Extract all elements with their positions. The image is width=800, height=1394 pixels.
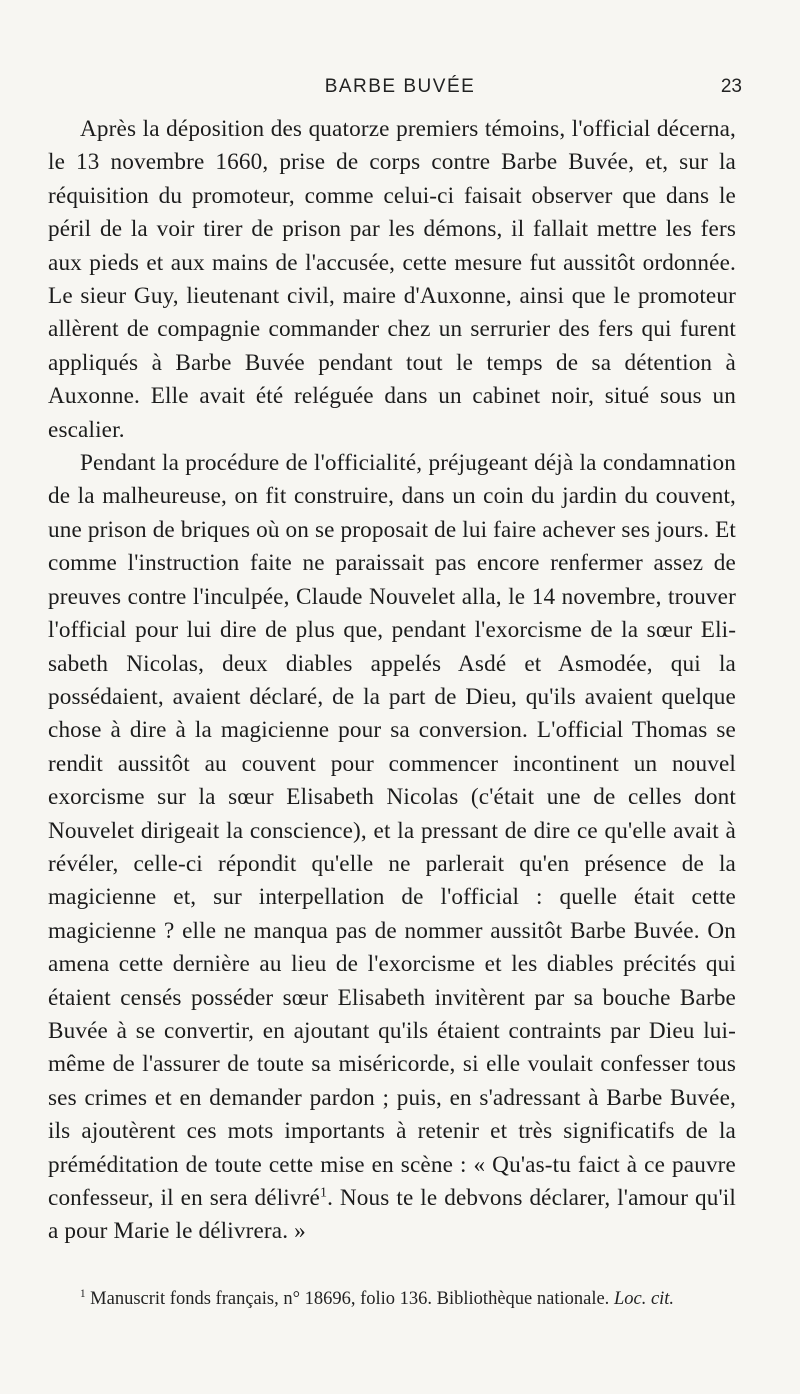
- footnote: [48, 1287, 736, 1312]
- page-header: [0, 76, 800, 106]
- footnote-source: Manuscrit fonds français, n° 18696, folio 136. Bibliothèque nationale.: [90, 1289, 614, 1309]
- footnote-text: [48, 1287, 736, 1312]
- running-title: BARBE BUVÉE: [324, 76, 476, 97]
- paragraph-2: [48, 447, 736, 1249]
- paragraph-2-text: Pendant la procédure de l'officialité, préjugeant déjà la condamnation de la malheureuse, on fit construire, dans un coin du jardin du couvent, une prison de briques où on se proposait de lui faire achever ses jours. Et comme l'instruction faite ne paraissait pas encore renfermer assez de preuves contre l'inculpée, Claude Nouvelet alla, le 14 novembre, trouver l'official pour lui dire de plus que, pendant l'exorcisme de la sœur Elisabeth Nicolas, deux diables appelés Asdé et Asmodée, qui la possédaient, avaient déclaré, de la part de Dieu, qu'ils avaient quelque chose à dire à la magicienne pour sa conversion. L'official Thomas se rendit aussitôt au couvent pour commencer incontinent un nouvel exorcisme sur la sœur Elisabeth Nicolas (c'était une de celles dont Nouvelet dirigeait la conscience), et la pressant de dire ce qu'elle avait à révéler, celle-ci répondit qu'elle ne parlerait qu'en présence de la magicienne et, sur interpellation de l'official : quelle était cette magicienne ? elle ne manqua pas de nommer aussitôt Barbe Buvée. On amena cette dernière au lieu de l'exorcisme et les diables précités qui étaient censés posséder sœur Elisabeth invitèrent par sa bouche Barbe Buvée à se convertir, en ajoutant qu'ils étaient contraints par Dieu lui-même de l'assurer de toute sa miséricorde, si elle voulait confesser tous ses crimes et en demander pardon ; puis, en s'adressant à Barbe Buvée, ils ajoutèrent ces mots importants à retenir et très significatifs de la préméditation de toute cette mise en scène : « Qu'as-tu faict à ce pauvre confesseur, il en sera délivré: [48, 450, 737, 1211]
- footnote-reference: 1: [319, 1185, 328, 1201]
- footnote-marker: 1: [80, 1287, 86, 1300]
- page-number: 23: [720, 76, 742, 97]
- paragraph-2-ending: . Nous te le debvons déclarer, l'amour qu'il a pour Marie le délivrera. »: [48, 1185, 736, 1245]
- footnote-loc-cit: Loc. cit.: [613, 1289, 675, 1309]
- paragraph-1: Après la déposition des quatorze premiers témoins, l'official décerna, le 13 novembre 1660, prise de corps contre Barbe Buvée, et, sur la réquisition du promoteur, comme celui-ci faisait observer que dans le péril de la voir tirer de prison par les démons, il fallait mettre les fers aux pieds et aux mains de l'accusée, cette mesure fut aussitôt ordonnée. Le sieur Guy, lieutenant civil, maire d'Auxonne, ainsi que le promoteur allèrent de compagnie commander chez un serrurier des fers qui furent appliqués à Barbe Buvée pendant tout le temps de sa détention à Auxonne. Elle avait été reléguée dans un cabinet noir, situé sous un escalier.: [48, 116, 736, 443]
- body-text: [48, 113, 736, 1249]
